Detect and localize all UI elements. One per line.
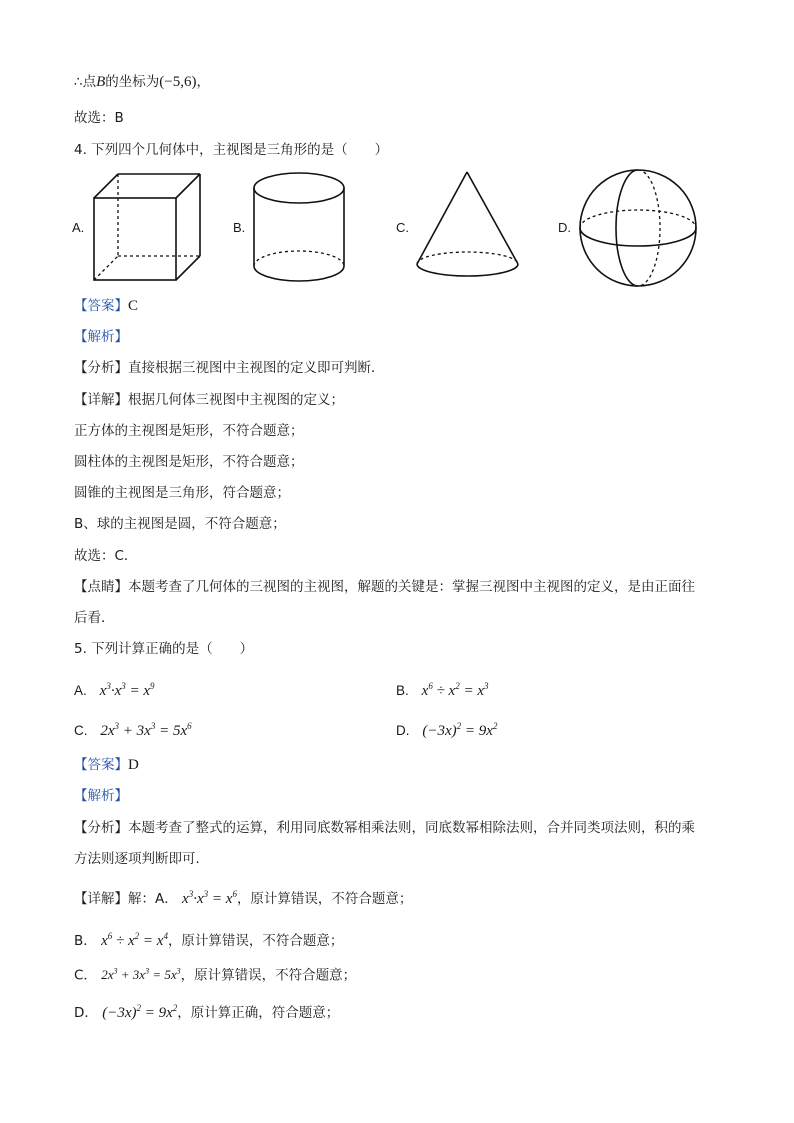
q4-option-b-label: B. — [233, 220, 246, 235]
q5-option-b — [396, 676, 489, 701]
cube-hidden-edge — [94, 256, 118, 280]
q5-c-label: C. — [74, 723, 88, 738]
q5-answer-line — [74, 755, 139, 775]
q5-xj-b-label: B． — [74, 933, 97, 949]
q5-xiangjie-c — [74, 962, 356, 985]
choose-b-line: 故选：B — [74, 110, 124, 126]
q5-d-label: D. — [396, 723, 410, 738]
q4-dianjing-line-2: 后看． — [74, 610, 115, 626]
cube-figure — [92, 172, 208, 284]
q5-xj-b-expr: $x^6 \div x^2 = x^4$ — [101, 931, 168, 949]
q5-answer: D — [128, 757, 139, 773]
cube-edge — [176, 174, 200, 198]
q4-fenxi-text: 直接根据三视图中主视图的定义即可判断． — [128, 360, 385, 376]
q5-xiangjie-b — [74, 926, 343, 951]
q4-xiangjie-text: 根据几何体三视图中主视图的定义； — [128, 392, 344, 408]
q5-xj-b-tail: ，原计算错误，不符合题意； — [167, 933, 344, 949]
q5-fenxi-line-2: 方法则逐项判断即可． — [74, 851, 209, 867]
xiangjie-tag: 【详解】 — [74, 392, 128, 408]
q4-option-d-label: D. — [558, 220, 571, 235]
q5-xj-a-tail: ，原计算错误，不符合题意； — [236, 891, 413, 907]
cube-front-face — [94, 198, 176, 280]
q5-fenxi-line-1 — [74, 818, 695, 838]
sphere-figure — [578, 168, 700, 290]
coord-text: 的坐标为 — [105, 74, 160, 90]
answer-tag: 【答案】 — [74, 757, 128, 773]
q5-xj-d-label: D． — [74, 1005, 98, 1021]
therefore-text: ∴点 — [74, 74, 97, 90]
q4-xiangjie-line — [74, 390, 344, 410]
q4-fenxi-line — [74, 358, 385, 378]
sphere-outline — [580, 170, 696, 286]
cylinder-bottom-back — [254, 251, 344, 266]
question-4: 4. 下列四个几何体中，主视图是三角形的是（ ） — [74, 142, 389, 158]
q4-line-2: 圆柱体的主视图是矩形，不符合题意； — [74, 454, 304, 470]
q5-a-label: A. — [74, 683, 87, 698]
q5-xj-a-expr: $x^3\cdot x^3 = x^6$ — [182, 889, 237, 907]
q5-xj-c-expr: $2x^3 + 3x^3 = 5x^3$ — [101, 967, 181, 983]
q5-option-c — [74, 716, 192, 741]
q4-line-3: 圆锥的主视图是三角形，符合题意； — [74, 485, 290, 501]
question-5: 5. 下列计算正确的是（ ） — [74, 641, 254, 657]
cone-side — [417, 172, 467, 264]
q5-b-label: B. — [396, 683, 409, 698]
q4-choose-line: 故选：C． — [74, 548, 138, 564]
q5-analysis-tag: 【解析】 — [74, 788, 128, 804]
cone-side — [467, 172, 518, 264]
var-b: B — [96, 74, 106, 90]
q4-dianjing-text: 本题考查了几何体的三视图的主视图，解题的关键是：掌握三视图中主视图的定义，是由正面往 — [128, 579, 695, 595]
q4-line-1: 正方体的主视图是矩形，不符合题意； — [74, 423, 304, 439]
sphere-equator-front — [580, 228, 696, 246]
q5-option-a — [74, 676, 155, 701]
b-coordinate-line — [74, 72, 210, 92]
xiangjie-tag: 【详解】 — [74, 891, 128, 907]
sphere-equator-back — [580, 210, 696, 228]
cube-edge — [176, 256, 200, 280]
q4-line-4: B、球的主视图是圆，不符合题意； — [74, 516, 286, 532]
cube-edge — [94, 174, 118, 198]
q4-option-a-label: A. — [72, 220, 85, 235]
q4-option-c-label: C. — [396, 220, 409, 235]
q5-xj-prefix: 解：A． — [128, 891, 178, 907]
q5-a-expr: $x^3\cdot x^3 = x^9$ — [99, 681, 155, 699]
q5-option-d — [396, 716, 497, 741]
q5-xj-d-expr: $(-3x)^2 = 9x^2$ — [102, 1003, 178, 1021]
q4-dianjing-line-1 — [74, 577, 695, 597]
coord-value: (−5,6) — [159, 74, 197, 90]
sphere-meridian-back — [638, 170, 660, 286]
q4-analysis-tag: 【解析】 — [74, 329, 128, 345]
cylinder-top — [254, 173, 344, 203]
cone-base-back — [417, 252, 518, 264]
cone-base-front — [417, 264, 518, 276]
q5-xj-d-tail: ，原计算正确，符合题意； — [177, 1005, 340, 1021]
q4-answer-line — [74, 296, 138, 316]
q5-c-expr: $2x^3 + 3x^3 = 5x^6$ — [100, 721, 192, 739]
q5-b-expr: $x^6 \div x^2 = x^3$ — [421, 681, 489, 699]
answer-tag: 【答案】 — [74, 298, 128, 314]
cylinder-bottom-front — [254, 266, 344, 281]
fenxi-tag: 【分析】 — [74, 360, 128, 376]
q4-answer: C — [128, 298, 139, 314]
q5-xiangjie-d — [74, 998, 339, 1023]
dianjing-tag: 【点睛】 — [74, 579, 128, 595]
sphere-meridian-front — [616, 170, 638, 286]
q5-xj-c-label: C． — [74, 967, 97, 984]
cylinder-figure — [252, 170, 348, 284]
q5-fenxi-text: 本题考查了整式的运算，利用同底数幂相乘法则，同底数幂相除法则，合并同类项法则，积的乘 — [128, 820, 695, 836]
comma: ， — [196, 74, 210, 90]
q5-d-expr: $(-3x)^2 = 9x^2$ — [422, 721, 498, 739]
fenxi-tag: 【分析】 — [74, 820, 128, 836]
q5-xiangjie-a — [74, 884, 412, 909]
cone-figure — [414, 170, 524, 282]
q5-xj-c-tail: ，原计算错误，不符合题意； — [180, 967, 357, 984]
